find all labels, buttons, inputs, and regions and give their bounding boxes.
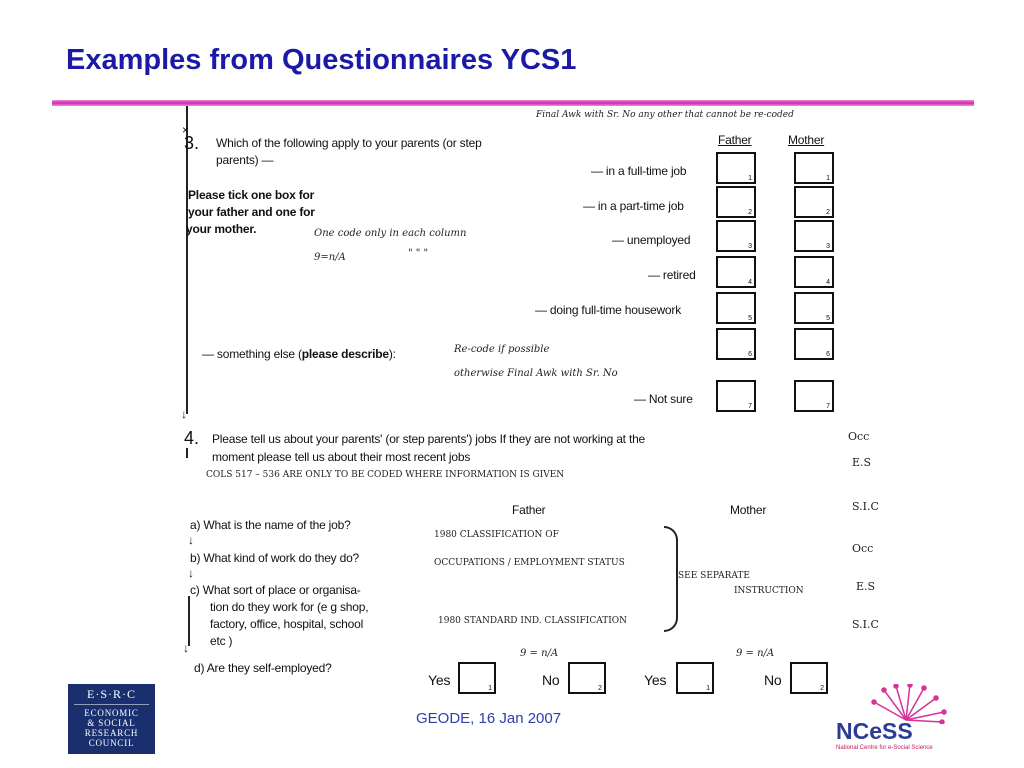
q3-question-line1: Which of the following apply to your parents (or step bbox=[216, 136, 482, 150]
q4c-arrow: ↓ bbox=[183, 641, 189, 655]
q3-hand-note4: otherwise Final Awk with Sr. No bbox=[454, 368, 618, 379]
hand-9na-mother: 9 = n/A bbox=[736, 648, 775, 659]
mother-yes-checkbox[interactable]: 1 bbox=[676, 662, 714, 694]
q4-line1: Please tell us about your parents' (or step parents') jobs If they are not working at the bbox=[212, 432, 646, 446]
mother-no-label: No bbox=[764, 672, 782, 688]
q3-instruction-line2: your father and one for bbox=[188, 205, 315, 219]
mother-full-time-checkbox[interactable]: 1 bbox=[794, 152, 834, 184]
q4b-label: b) What kind of work do they do? bbox=[190, 551, 360, 565]
right-margin-es-2: E.S bbox=[856, 580, 876, 593]
mother-housework-checkbox[interactable]: 5 bbox=[794, 292, 834, 324]
q3-question-line2: parents) — bbox=[216, 153, 274, 167]
ncess-logo bbox=[836, 684, 986, 756]
q3-instruction-line1: Please tick one box for bbox=[188, 188, 315, 202]
ncess-wordmark: NCeSS bbox=[836, 718, 913, 744]
hand-bracket bbox=[664, 526, 678, 632]
q4-tick bbox=[186, 448, 188, 458]
right-margin-sic-1: S.I.C bbox=[852, 500, 879, 513]
hand-see-separate: SEE SEPARATE bbox=[678, 571, 750, 581]
father-yes-label: Yes bbox=[428, 672, 451, 688]
option-label-housework: — doing full-time housework bbox=[535, 303, 682, 317]
mother-part-time-checkbox[interactable]: 2 bbox=[794, 186, 834, 218]
mother-something-else-checkbox[interactable]: 6 bbox=[794, 328, 834, 360]
q3-number: 3. bbox=[184, 133, 200, 153]
footer-text: GEODE, 16 Jan 2007 bbox=[416, 710, 562, 727]
father-housework-checkbox[interactable]: 5 bbox=[716, 292, 756, 324]
hand-standard-ind: 1980 STANDARD IND. CLASSIFICATION bbox=[438, 616, 628, 626]
right-margin-occ-1: Occ bbox=[848, 430, 870, 443]
father-unemployed-checkbox[interactable]: 3 bbox=[716, 220, 756, 252]
q4c-line1: c) What sort of place or organisa- bbox=[190, 583, 361, 597]
option-label-unemployed: — unemployed bbox=[612, 233, 691, 247]
questionnaire-scan bbox=[176, 106, 876, 698]
hand-9na-father: 9 = n/A bbox=[520, 648, 559, 659]
q4a-arrow: ↓ bbox=[188, 533, 194, 547]
father-yes-checkbox[interactable]: 1 bbox=[458, 662, 496, 694]
esrc-logo: E·S·R·C ECONOMIC & SOCIAL RESEARCH COUNCIL bbox=[68, 684, 155, 754]
father-no-label: No bbox=[542, 672, 560, 688]
mother-not-sure-checkbox[interactable]: 7 bbox=[794, 380, 834, 412]
father-no-checkbox[interactable]: 2 bbox=[568, 662, 606, 694]
right-margin-es-1: E.S bbox=[852, 456, 872, 469]
q3-hand-note1: One code only in each column bbox=[314, 228, 467, 239]
q4-number: 4. bbox=[184, 428, 200, 448]
q3-arrow-head: ↓ bbox=[181, 407, 187, 421]
mother-yes-label: Yes bbox=[644, 672, 667, 688]
q4-line2: moment please tell us about their most recent jobs bbox=[212, 450, 471, 464]
option-label-retired: — retired bbox=[648, 268, 696, 282]
q4b-arrow: ↓ bbox=[188, 566, 194, 580]
q3-instruction-line3: your mother. bbox=[186, 222, 257, 236]
q3-col-father: Father bbox=[718, 133, 752, 147]
q4-col-mother: Mother bbox=[730, 503, 767, 517]
q3-col-mother: Mother bbox=[788, 133, 825, 147]
q3-top-cross: × bbox=[182, 123, 190, 137]
mother-unemployed-checkbox[interactable]: 3 bbox=[794, 220, 834, 252]
slide-title: Examples from Questionnaires YCS1 bbox=[66, 44, 577, 76]
hand-occupations-status: OCCUPATIONS / EMPLOYMENT STATUS bbox=[434, 558, 625, 568]
q4c-line4: etc ) bbox=[210, 634, 233, 648]
q3-hand-note2: 9=n/A bbox=[314, 252, 346, 263]
q4c-arrow-line bbox=[188, 596, 190, 646]
option-label-part-time: — in a part-time job bbox=[583, 199, 684, 213]
father-retired-checkbox[interactable]: 4 bbox=[716, 256, 756, 288]
q4-col-father: Father bbox=[512, 503, 546, 517]
ncess-subtitle: National Centre for e-Social Science bbox=[836, 745, 933, 751]
hand-1980-classification: 1980 CLASSIFICATION OF bbox=[434, 530, 559, 540]
q4c-line2: tion do they work for (e g shop, bbox=[210, 600, 369, 614]
q4-hand-cols: COLS 517 – 536 ARE ONLY TO BE CODED WHERE INFORMATION IS GIVEN bbox=[206, 470, 565, 480]
q4a-label: a) What is the name of the job? bbox=[190, 518, 351, 532]
option-label-full-time: — in a full-time job bbox=[591, 164, 687, 178]
something-else-label: — something else (please describe): bbox=[202, 347, 396, 361]
option-label-not-sure: — Not sure bbox=[634, 392, 693, 406]
q4d-label: d) Are they self-employed? bbox=[194, 661, 332, 675]
right-margin-occ-2: Occ bbox=[852, 542, 874, 555]
mother-retired-checkbox[interactable]: 4 bbox=[794, 256, 834, 288]
father-something-else-checkbox[interactable]: 6 bbox=[716, 328, 756, 360]
father-not-sure-checkbox[interactable]: 7 bbox=[716, 380, 756, 412]
q3-hand-note3: Re-code if possible bbox=[454, 344, 550, 355]
mother-no-checkbox[interactable]: 2 bbox=[790, 662, 828, 694]
right-margin-sic-2: S.I.C bbox=[852, 618, 879, 631]
father-full-time-checkbox[interactable]: 1 bbox=[716, 152, 756, 184]
q4c-line3: factory, office, hospital, school bbox=[210, 617, 364, 631]
hand-instruction: INSTRUCTION bbox=[734, 586, 804, 596]
top-hand-note: Final Awk with Sr. No any other that cannot be re-coded bbox=[536, 110, 794, 120]
q3-hand-note2b: " " " bbox=[408, 248, 429, 259]
father-part-time-checkbox[interactable]: 2 bbox=[716, 186, 756, 218]
